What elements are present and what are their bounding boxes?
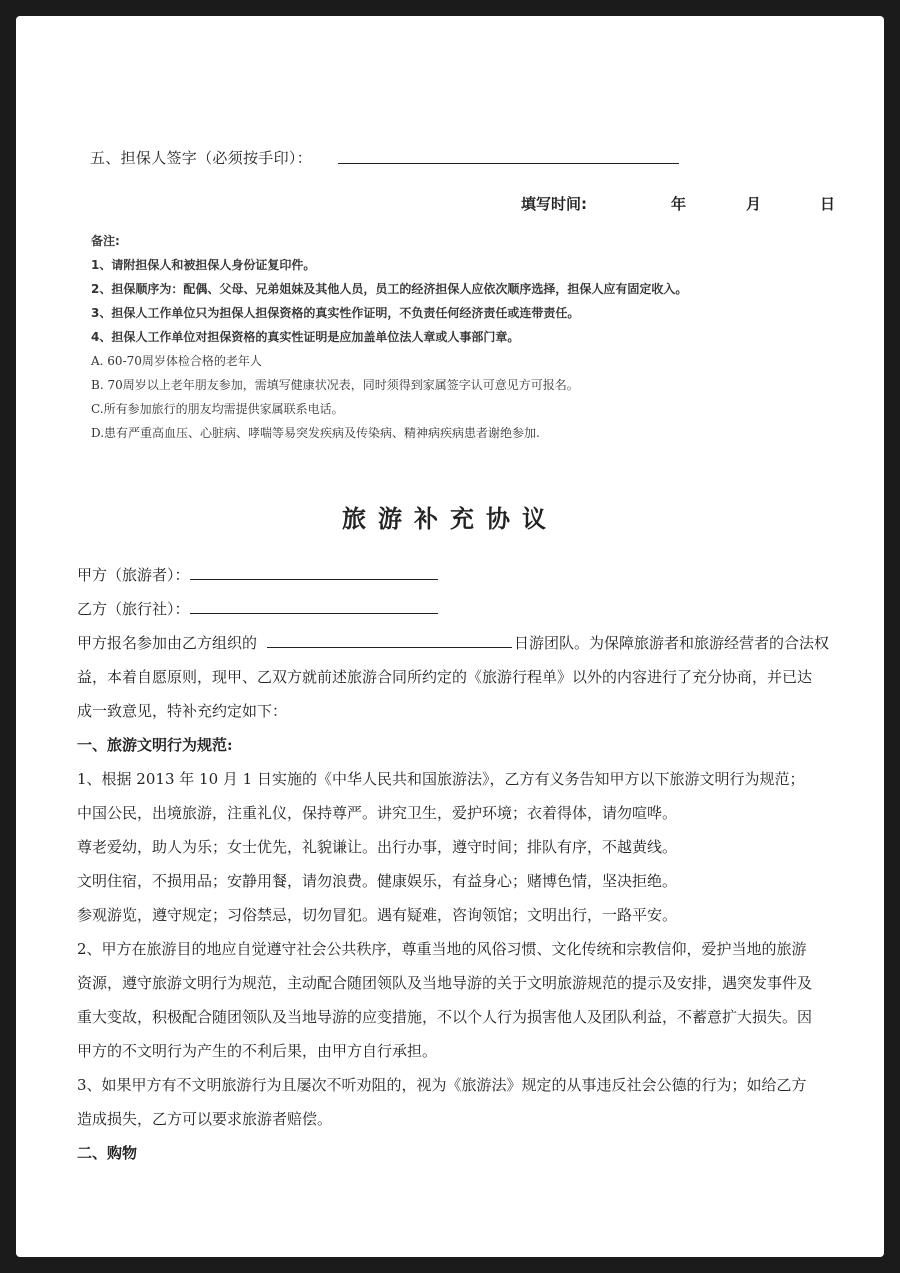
section-1-paragraph-2-line: 资源，遵守旅游文明行为规范，主动配合随团领队及当地导游的关于文明旅游规范的提示及安排，遇突发事件及	[77, 974, 813, 992]
section-1-paragraph-2-line: 甲方的不文明行为产生的不利后果，由甲方自行承担。	[77, 1042, 438, 1060]
party-a-row	[77, 558, 857, 592]
party-b-field[interactable]	[190, 595, 438, 614]
section-1-heading: 一、旅游文明行为规范:	[77, 736, 233, 754]
section-1-paragraph-3-line: 造成损失，乙方可以要求旅游者赔偿。	[77, 1110, 333, 1128]
civility-rule: 尊老爱幼，助人为乐；女士优先，礼貌谦让。出行办事，遵守时间；排队有序，不越黄线。	[77, 838, 678, 856]
agreement-title: 旅游补充协议	[342, 504, 558, 533]
note-item: B. 70周岁以上老年朋友参加，需填写健康状况表，同时须得到家属签字认可意见方可报名。	[91, 378, 579, 392]
guarantor-signature-line[interactable]	[338, 163, 679, 164]
document-page	[16, 16, 884, 1257]
notes-section	[91, 229, 851, 445]
fill-date-month: 月	[746, 195, 762, 213]
civility-rule: 参观游览，遵守规定；习俗禁忌，切勿冒犯。遇有疑难，咨询领馆；文明出行，一路平安。	[77, 906, 678, 924]
note-item: 1、请附担保人和被担保人身份证复印件。	[91, 258, 316, 272]
party-a-label: 甲方（旅游者）：	[77, 566, 190, 584]
note-item: C.所有参加旅行的朋友均需提供家属联系电话。	[91, 402, 344, 416]
section-2-heading: 二、购物	[77, 1144, 138, 1162]
section-1-paragraph-3-line: 3、如果甲方有不文明旅游行为且屡次不听劝阻的，视为《旅游法》规定的从事违反社会公德的行为；如给乙方	[77, 1076, 807, 1094]
intro-line-2: 益，本着自愿原则，现甲、乙双方就前述旅游合同所约定的《旅游行程单》以外的内容进行了充分协商，并已达	[77, 668, 813, 686]
intro-part2: 日游团队。为保障旅游者和旅游经营者的合法权	[514, 634, 830, 652]
civility-rule: 中国公民，出境旅游，注重礼仪，保持尊严。讲究卫生，爱护环境；衣着得体，请勿喧哗。	[77, 804, 678, 822]
note-item: D.患有严重高血压、心脏病、哮喘等易突发疾病及传染病、精神病疾病患者谢绝参加.	[91, 426, 540, 440]
note-item: 4、担保人工作单位对担保资格的真实性证明是应加盖单位法人章或人事部门章。	[91, 330, 520, 344]
fill-date-label: 填写时间:	[521, 195, 587, 213]
trip-days-field[interactable]	[267, 629, 512, 648]
notes-heading: 备注:	[91, 234, 120, 248]
fill-date-day: 日	[820, 195, 836, 213]
note-item: A. 60-70周岁体检合格的老年人	[91, 354, 262, 368]
intro-line-3: 成一致意见，特补充约定如下：	[77, 702, 288, 720]
intro-line-1	[77, 626, 857, 660]
guarantor-signature-label: 五、担保人签字（必须按手印）：	[90, 149, 313, 167]
note-item: 2、担保顺序为：配偶、父母、兄弟姐妹及其他人员，员工的经济担保人应依次顺序选择，担保人应有固定收入。	[91, 282, 688, 296]
intro-part1: 甲方报名参加由乙方组织的	[77, 634, 258, 652]
party-b-row	[77, 592, 857, 626]
section-1-paragraph-2-line: 2、甲方在旅游目的地应自觉遵守社会公共秩序，尊重当地的风俗习惯、文化传统和宗教信仰，爱护当地的旅游	[77, 940, 807, 958]
party-b-label: 乙方（旅行社）：	[77, 600, 190, 618]
agreement-body	[77, 558, 857, 1170]
section-1-paragraph-1: 1、根据 2013 年 10 月 1 日实施的《中华人民共和国旅游法》，乙方有义务告知甲方以下旅游文明行为规范；	[77, 770, 805, 788]
section-1-paragraph-2-line: 重大变故，积极配合随团领队及当地导游的应变措施，不以个人行为损害他人及团队利益，不蓄意扩大损失。因	[77, 1008, 813, 1026]
note-item: 3、担保人工作单位只为担保人担保资格的真实性作证明，不负责任何经济责任或连带责任。	[91, 306, 580, 320]
civility-rule: 文明住宿，不损用品；安静用餐，请勿浪费。健康娱乐，有益身心；赌博色情，坚决拒绝。	[77, 872, 678, 890]
fill-date-year: 年	[671, 195, 687, 213]
party-a-field[interactable]	[190, 561, 438, 580]
